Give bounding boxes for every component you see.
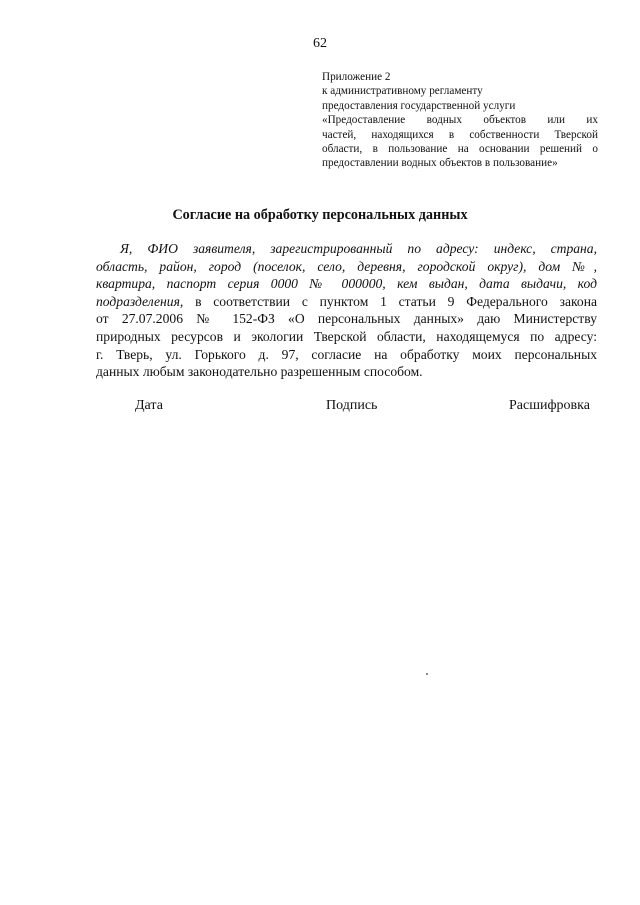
annex-line: Приложение 2 bbox=[322, 71, 391, 83]
signature-label: Подпись bbox=[326, 398, 378, 413]
annex-line: предоставления государственной услуги bbox=[322, 99, 516, 112]
paragraph-line: область, район, город (поселок, село, деревня, городской округ), дом №, bbox=[96, 258, 597, 274]
paragraph-line: от 27.07.2006 № 152-ФЗ «О персональных данных» даю Министерству bbox=[96, 311, 597, 327]
paragraph-line: квартира, паспорт серия 0000 № 000000, кем выдан, дата выдачи, код bbox=[96, 276, 597, 292]
page-number: 62 bbox=[313, 36, 327, 51]
date-label: Дата bbox=[135, 398, 163, 413]
annex-line: предоставлении водных объектов в пользование» bbox=[322, 157, 558, 170]
paragraph-line: данных любым законодательно разрешенным способом. bbox=[96, 364, 423, 380]
paragraph-line: Я, ФИО заявителя, зарегистрированный по адресу: индекс, страна, bbox=[120, 241, 597, 256]
annex-line: частей, находящихся в собственности Тверской bbox=[322, 128, 598, 141]
annex-header bbox=[322, 70, 598, 171]
annex-line: области, в пользование на основании решений о bbox=[322, 143, 598, 156]
paragraph-line: г. Тверь, ул. Горького д. 97, согласие на обработку моих персональных bbox=[96, 346, 597, 362]
paragraph-line: природных ресурсов и экологии Тверской области, находящемуся по адресу: bbox=[96, 328, 597, 344]
annex-line: «Предоставление водных объектов или их bbox=[322, 114, 598, 127]
decoding-label: Расшифровка bbox=[509, 398, 590, 413]
consent-paragraph bbox=[96, 240, 597, 381]
paragraph-line bbox=[96, 293, 597, 311]
document-title: Согласие на обработку персональных данных bbox=[172, 207, 468, 223]
paragraph-fragment: в соответствии с пунктом 1 статьи 9 Федерального закона bbox=[183, 293, 597, 309]
annex-line: к административному регламенту bbox=[322, 85, 483, 98]
paragraph-italic-fragment: подразделения, bbox=[96, 293, 184, 309]
scan-speck bbox=[426, 673, 428, 675]
